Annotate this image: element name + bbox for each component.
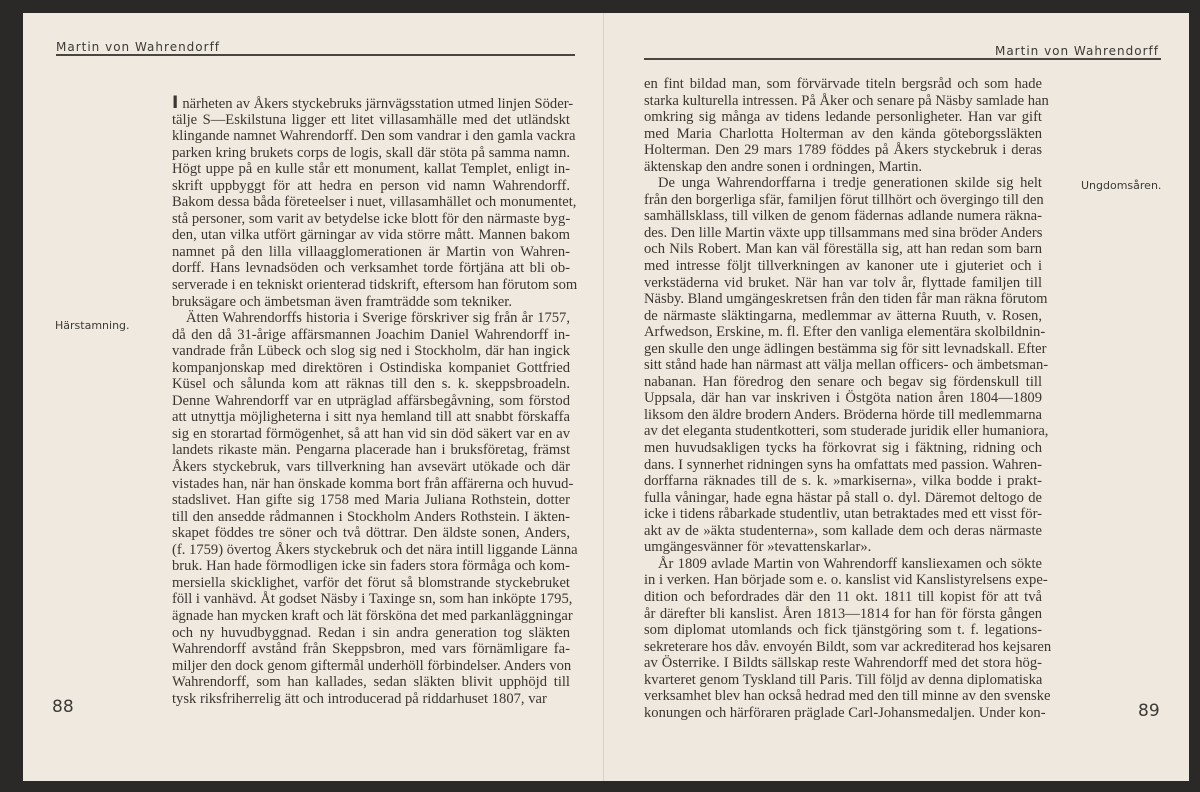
text-line: Arfwedson, Erskine, m. fl. Efter den vanliga elementära skolbildnin-: [644, 324, 1046, 341]
text-line: Denne Wahrendorff var en utpräglad affärsbegåvning, som förstod: [172, 392, 570, 409]
text-line: [172, 93, 574, 113]
header-rule: [56, 54, 575, 56]
text-line: samhällsklass, till vilken de genom fädernas adlande numera räkna-: [644, 208, 1042, 225]
text-line: verkstäderna vid bruket. När han var tolv år, flyttade familjen till: [644, 274, 1042, 291]
text-line: liksom den äldre brodern Anders. Bröderna hörde till medlemmarna: [644, 406, 1042, 423]
text-line: tälje S—Eskilstuna ligger ett litet villasamhälle med det utländskt: [172, 111, 570, 128]
text-line: bruk. Han hade förmodligen icke sin faders stora förmåga och kom-: [172, 558, 570, 575]
running-head: Martin von Wahrendorff: [56, 40, 221, 54]
text-line: Åkers styckebruk, vars tillverkning han avsevärt utökade och där: [172, 459, 570, 476]
text-line: vistades han, när han önskade komma bort från affärerna och huvud-: [172, 475, 574, 492]
body-text: [644, 76, 1052, 721]
margin-note: Ungdomsåren.: [1081, 179, 1162, 192]
text-line: föll i vanhävd. Åt godset Näsby i Taxinge sn, som han inköpte 1795,: [172, 591, 573, 608]
body-text: [172, 93, 578, 707]
text-line: landets rikaste män. Pengarna placerade han i bruksföretag, främst: [172, 442, 570, 459]
text-line: med Maria Charlotta Holterman av den kända göteborgssläkten: [644, 125, 1042, 142]
text-line: mersiella skicklighet, varför det förut så blomstrande styckebruket: [172, 574, 570, 591]
text-line: med intresse följt tillverkningen av kanoner ute i gjuteriet och i: [644, 258, 1042, 275]
text-line: sitt stånd hade han närmast att välja mellan officers- och ämbetsman-: [644, 357, 1049, 374]
text-line: stadslivet. Han gifte sig 1758 med Maria Juliana Rothstein, dotter: [172, 492, 570, 509]
text-line: skapet föddes tre söner och två döttrar. Den äldste sonen, Anders,: [172, 525, 570, 542]
text-line: Näsby. Bland umgängeskretsen från den tiden får man räkna förutom: [644, 291, 1048, 308]
text-line: Högt uppe på en kulle står ett monument, kallat Templet, enligt in-: [172, 161, 570, 178]
text-line: som diplomat utomlands och fick tjänstgöring som t. f. legations-: [644, 622, 1042, 639]
text-line: umgängesvänner för »tevattenskarlar».: [644, 539, 872, 556]
text-line: men huvudsakligen tycks ha förkovrat sig i fäktning, ridning och: [644, 440, 1042, 457]
text-line: att utnyttja möjligheterna i sitt nya hemland till att snabbt förskaffa: [172, 409, 570, 426]
text-line: nabanan. Han föredrog den senare och begav sig fördenskull till: [644, 373, 1042, 390]
text-line: Ätten Wahrendorffs historia i Sverige förskriver sig från år 1757,: [186, 310, 570, 327]
text-line: namnet på den lilla villaagglomerationen är Martin von Wahren-: [172, 243, 570, 260]
text-line: Wahrendorff avstånd från Skeppsbron, med vars förnämligare fa-: [172, 641, 570, 658]
page-number: 89: [1138, 701, 1160, 721]
text-line: sekreterare hos dåv. envoyén Bildt, som var ackrediterad hos kejsaren: [644, 638, 1052, 655]
text-line: från den borgerliga sfär, familjen förut tillhört och övergingo till den: [644, 191, 1044, 208]
text-line: kompanjonskap med direktören i Ostindiska kompaniet Gottfried: [172, 359, 570, 376]
text-line: ägnade han mycken kraft och lät försköna det med parkanläggningar: [172, 607, 573, 624]
text-line: sig en storartad förmögenhet, så att han vid sin död säkert var en av: [172, 425, 570, 442]
text-line: des. Den lille Martin växte upp tillsammans med sina bröder Anders: [644, 224, 1043, 241]
text-line: äktenskap den andre sonen i ordningen, Martin.: [644, 158, 923, 175]
text-line: skrift uppbyggt för att hedra en person vid namn Wahrendorff.: [172, 177, 570, 194]
text-line: År 1809 avlade Martin von Wahrendorff kansliexamen och sökte: [658, 555, 1042, 572]
text-line: verksamhet blev han också hedrad med den till minne av den svenske: [644, 688, 1051, 705]
text-line: starka kulturella intressen. På Åker och senare på Näsby samlade han: [644, 92, 1049, 109]
text-line: in i verken. Han började som e. o. kanslist vid Kanslistyrelsens expe-: [644, 572, 1048, 589]
text-line: den, utan vilka utfört gärningar av vida större mått. Mannen bakom: [172, 227, 570, 244]
text-line: stå personer, som varit av betydelse icke blott för den närmaste byg-: [172, 210, 571, 227]
text-line: kvarteret genom Tyskland till Paris. Till följd av denna diplomatiska: [644, 671, 1043, 688]
text-line: bruksägare och ämbetsman även framträdde som tekniker.: [172, 293, 512, 310]
drop-cap: I: [172, 93, 179, 113]
text-line: av det eleganta studentkotteri, som studerade juridik eller humaniora,: [644, 423, 1049, 440]
text-line: serverade i en tekniskt orienterad tidskrift, eftersom han förutom som: [172, 277, 578, 294]
text-line: dans. I synnerhet ridningen syns ha omfattats med passion. Wahren-: [644, 456, 1042, 473]
page-number: 88: [52, 697, 74, 717]
text-line: vandrade från Lübeck och slog sig ned i Stockholm, där han ingick: [172, 343, 570, 360]
right-page: [603, 13, 1189, 781]
text-line: Wahrendorff, som han kallades, sedan släkten blivit upphöjd till: [172, 674, 570, 691]
text-line: akt av de »äkta studenterna», som kallade dem och deras närmaste: [644, 522, 1042, 539]
text-line: av Österrike. I Bildts sällskap reste Wahrendorff med det stora hög-: [644, 655, 1042, 672]
margin-note: Härstamning.: [55, 319, 130, 332]
text-line: miljer den dock genom giftermål underhöll förbindelser. Anders von: [172, 657, 572, 674]
text-line: tysk riksfriherrelig ätt och introducerad på riddarhuset 1807, var: [172, 690, 547, 707]
text-line: dition och befordrades där den 11 okt. 1811 till kopist för att två: [644, 588, 1042, 605]
text-line: icke i tidens råbarkade studentliv, utan betraktades med ett visst för-: [644, 506, 1042, 523]
text-line: Küsel och sålunda kom att räknas till den s. k. skeppsbroadeln.: [172, 376, 570, 393]
header-rule: [644, 58, 1161, 60]
text-line: Holterman. Den 29 mars 1789 föddes på Åkers styckebruk i deras: [644, 142, 1042, 159]
text-line-content: närheten av Åkers styckebruks järnvägsstation utmed linjen Söder-: [182, 96, 574, 112]
text-line: till den ansedde rådmannen i Stockholm Anders Rothstein. I äkten-: [172, 508, 570, 525]
text-line: år därefter bli kanslist. Åren 1813—1814 for han för första gången: [644, 605, 1042, 622]
text-line: klingande namnet Wahrendorff. Den som vandrar i den gamla vackra: [172, 128, 576, 145]
text-line: fulla våningar, hade egna hästar på stall o. dyl. Däremot deltogo de: [644, 489, 1042, 506]
text-line: (f. 1759) övertog Åkers styckebruk och det nära intill liggande Länna: [172, 541, 578, 558]
text-line: dorff. Hans levnadsöden och verksamhet torde förtjäna att bli ob-: [172, 260, 570, 277]
text-line: då den då 31-årige affärsmannen Joachim Daniel Wahrendorff in-: [172, 326, 570, 343]
text-line: de närmaste släktingarna, medlemmar av ätterna Ruuth, v. Rosen,: [644, 307, 1042, 324]
text-line: parken kring brukets corps de logis, skall där stöta på samma namn.: [172, 144, 570, 161]
text-line: omkring sig många av tidens ledande personligheter. Han var gift: [644, 109, 1042, 126]
text-line: konungen och härföraren präglade Carl-Johansmedaljen. Under kon-: [644, 704, 1046, 721]
text-line: De unga Wahrendorffarna i tredje generationen skilde sig helt: [658, 175, 1042, 192]
text-line: Bakom dessa båda företeelser i nuet, villasamhället och monumentet,: [172, 194, 577, 211]
left-page: [23, 13, 603, 781]
text-line: och ny huvudbyggnad. Redan i sin andra generation tog släkten: [172, 624, 570, 641]
text-line: Uppsala, där han var inskriven i Östgöta nation åren 1804—1809: [644, 390, 1042, 407]
text-line: gen skulle den unge ädlingen bestämma sig för sitt levnadskall. Efter: [644, 340, 1047, 357]
text-line: och Nils Robert. Man kan väl föreställa sig, att han redan som barn: [644, 241, 1042, 258]
running-head: Martin von Wahrendorff: [994, 44, 1159, 58]
text-line: en fint bildad man, som förvärvade titeln bergsråd och som hade: [644, 76, 1042, 92]
text-line: dorffarna räknades till de s. k. »markiserna», vilka bodde i prakt-: [644, 473, 1042, 490]
